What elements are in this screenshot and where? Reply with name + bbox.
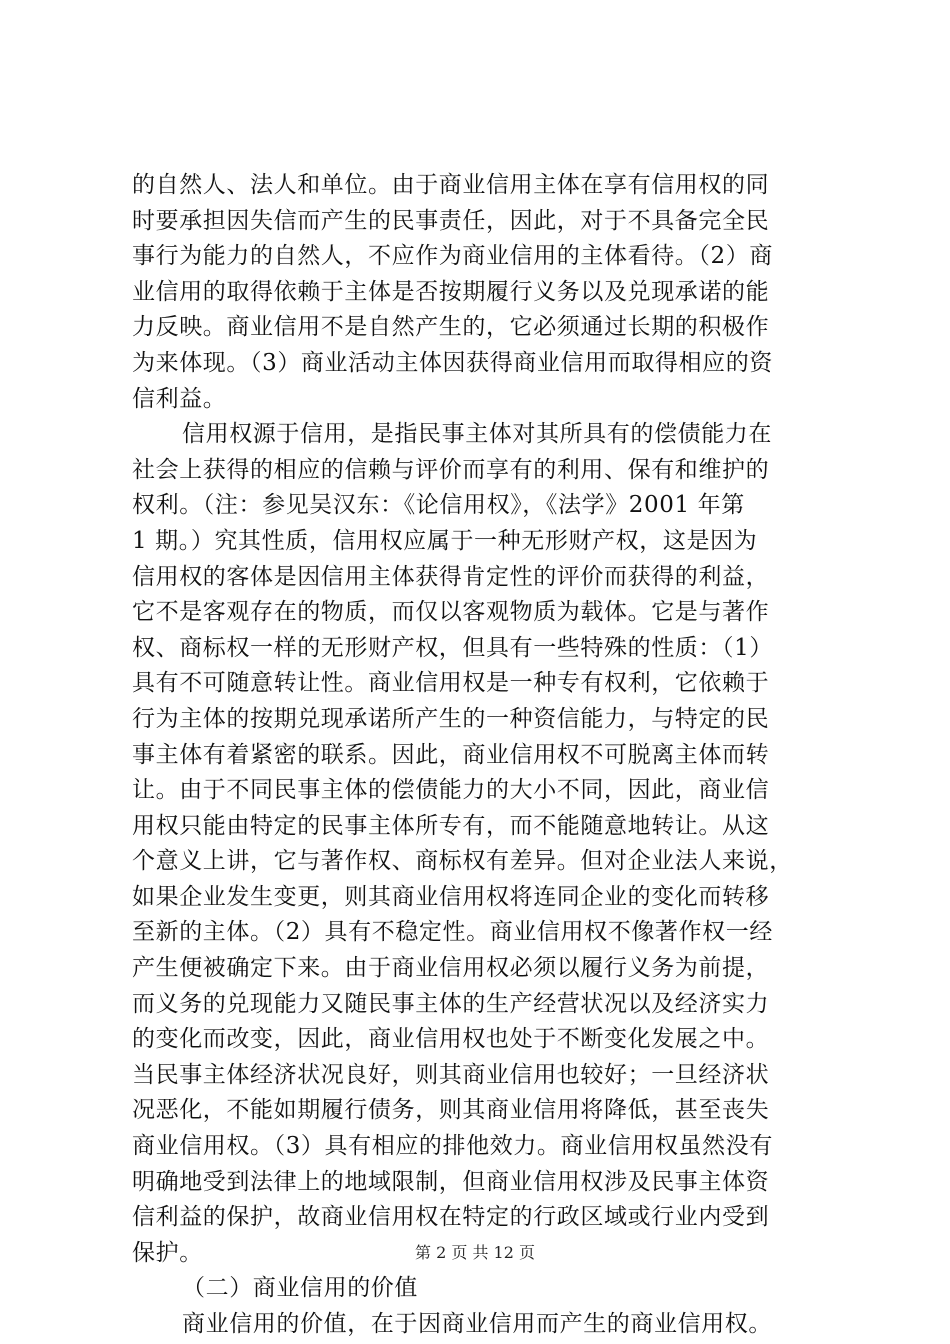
text-line: 社会上获得的相应的信赖与评价而享有的利用、保有和维护的 xyxy=(132,456,770,483)
text-line: 的自然人、法人和单位。由于商业信用主体在享有信用权的同 xyxy=(132,172,770,198)
text-line: 事行为能力的自然人，不应作为商业信用的主体看待。（2）商 xyxy=(132,243,773,270)
text-line: 至新的主体。（2）具有不稳定性。商业信用权不像著作权一经 xyxy=(132,919,773,946)
text-line: 保护。 xyxy=(132,1239,203,1266)
text-line: 让。由于不同民事主体的偿债能力的大小不同，因此，商业信 xyxy=(132,777,770,804)
text-line: 明确地受到法律上的地域限制，但商业信用权涉及民事主体资 xyxy=(132,1168,770,1195)
document-body xyxy=(132,168,832,1343)
text-line: 为来体现。（3）商业活动主体因获得商业信用而取得相应的资 xyxy=(132,349,773,376)
text-line: 力反映。商业信用不是自然产生的，它必须通过长期的积极作 xyxy=(132,314,770,341)
text-line: 业信用的取得依赖于主体是否按期履行义务以及兑现承诺的能 xyxy=(132,278,770,305)
section-heading: （二）商业信用的价值 xyxy=(182,1275,418,1302)
text-line: 当民事主体经济状况良好，则其商业信用也较好；一旦经济状 xyxy=(132,1061,770,1088)
text-line: 如果企业发生变更，则其商业信用权将连同企业的变化而转移 xyxy=(132,883,770,910)
text-line: 1 期。）究其性质，信用权应属于一种无形财产权，这是因为 xyxy=(132,527,758,554)
text-line: 时要承担因失信而产生的民事责任，因此，对于不具备完全民 xyxy=(132,207,770,234)
text-line: 信利益。 xyxy=(132,385,227,412)
text-line: 而义务的兑现能力又随民事主体的生产经营状况以及经济实力 xyxy=(132,990,770,1017)
text-line: 信利益的保护，故商业信用权在特定的行政区域或行业内受到 xyxy=(132,1204,770,1231)
text-line: 行为主体的按期兑现承诺所产生的一种资信能力，与特定的民 xyxy=(132,705,770,732)
text-line: 产生便被确定下来。由于商业信用权必须以履行义务为前提， xyxy=(132,955,770,982)
paragraph-start-line: 商业信用的价值，在于因商业信用而产生的商业信用权。 xyxy=(182,1311,772,1337)
text-line: 况恶化，不能如期履行债务，则其商业信用将降低，甚至丧失 xyxy=(132,1097,770,1124)
text-line: 它不是客观存在的物质，而仅以客观物质为载体。它是与著作 xyxy=(132,599,770,626)
paragraph-start-line: 信用权源于信用，是指民事主体对其所具有的偿债能力在 xyxy=(182,421,772,448)
text-line: 的变化而改变，因此，商业信用权也处于不断变化发展之中。 xyxy=(132,1026,770,1053)
text-line: 具有不可随意转让性。商业信用权是一种专有权利，它依赖于 xyxy=(132,670,770,697)
page-number-footer: 第 2 页 共 12 页 xyxy=(415,1243,535,1262)
text-line: 权利。（注：参见吴汉东：《论信用权》，《法学》2001 年第 xyxy=(132,492,745,519)
text-line: 事主体有着紧密的联系。因此，商业信用权不可脱离主体而转 xyxy=(132,741,770,768)
text-line: 信用权的客体是因信用主体获得肯定性的评价而获得的利益， xyxy=(132,563,770,590)
text-line: 用权只能由特定的民事主体所专有，而不能随意地转让。从这 xyxy=(132,812,770,839)
text-line: 权、商标权一样的无形财产权，但具有一些特殊的性质：（1） xyxy=(132,634,773,661)
text-line: 商业信用权。（3）具有相应的排他效力。商业信用权虽然没有 xyxy=(132,1133,773,1160)
text-line: 个意义上讲，它与著作权、商标权有差异。但对企业法人来说， xyxy=(132,848,793,875)
